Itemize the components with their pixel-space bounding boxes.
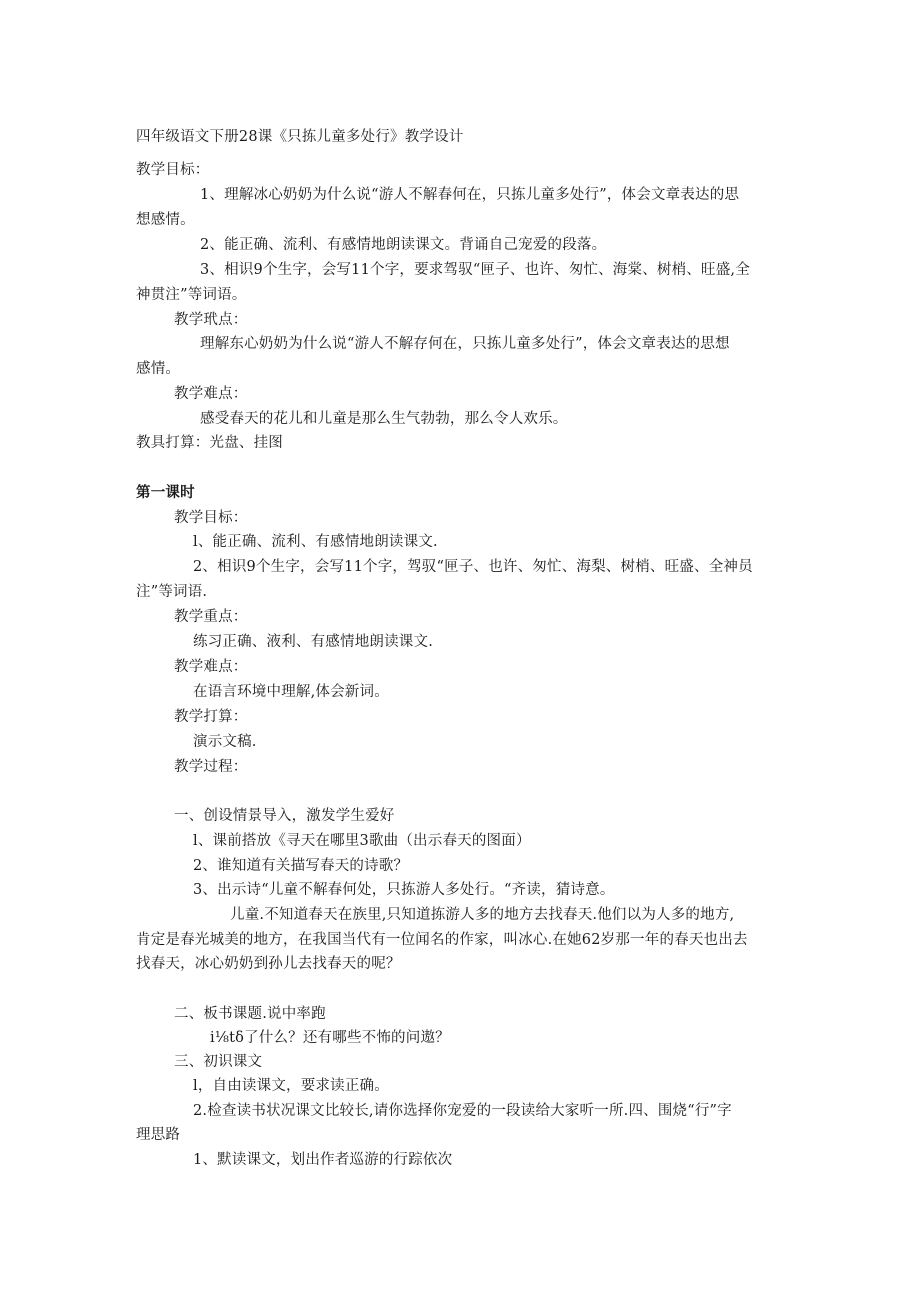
goal-3-line-2: 神贯注”等词语。 xyxy=(136,287,247,303)
difficulty-heading: 教学难点： xyxy=(174,386,248,402)
section-1-heading: 一、创设情景导入，激发学生爱好 xyxy=(174,808,395,824)
goal-1-line-2: 想感情。 xyxy=(136,212,195,228)
section-2-heading: 二、板书课题.说中率跑 xyxy=(174,1006,326,1022)
lesson-1-difficulty-text: 在语言环境中理解,体会新词。 xyxy=(193,684,389,700)
goal-3-line-1: 3、相识9个生字，会写11个字，要求驾驭“匣子、也许、匆忙、海棠、树梢、旺盛,全 xyxy=(200,262,750,278)
section-1-item-1: l、课前搭放《寻天在哪里3歌曲（出示春天的图面） xyxy=(193,833,531,849)
goal-2: 2、能正确、流利、有感情地朗读课文。背诵自己宠爱的段落。 xyxy=(200,237,607,253)
teaching-goals-heading: 教学目标： xyxy=(136,162,210,178)
key-point-line-2: 感情。 xyxy=(136,361,181,377)
difficulty-text: 感受春天的花儿和儿童是那么生气勃勃，那么令人欢乐。 xyxy=(200,411,568,427)
section-1-paragraph-line-2: 肯定是春光城美的地方，在我国当代有一位闻名的作家，叫冰心.在她62岁那一年的春天也出去 xyxy=(136,932,748,948)
lesson-1-goal-1: l、能正确、流利、有感情地朗读课文. xyxy=(193,534,438,550)
lesson-1-process-heading: 教学过程： xyxy=(174,759,248,775)
key-point-heading: 教学玳点： xyxy=(174,312,248,328)
lesson-1-goal-2-line-2: 注”等词语. xyxy=(136,584,208,600)
section-4-item-1: 1、默读课文，划出作者巡游的行踪依次 xyxy=(193,1152,453,1168)
lesson-1-difficulty-heading: 教学难点： xyxy=(174,659,248,675)
lesson-1-key-heading: 教学重点： xyxy=(174,609,248,625)
section-1-item-3: 3、出示诗“儿童不解春何处，只拣游人多处行。“齐读，猜诗意。 xyxy=(193,882,615,898)
section-1-paragraph-line-1: 儿童.不知道春天在族里,只知道拣游人多的地方去找春天.他们以为人多的地方, xyxy=(230,907,735,923)
goal-1-line-1: 1、理解冰心奶奶为什么说“游人不解春何在，只拣儿童多处行”，体会文章表达的思 xyxy=(200,187,740,203)
lesson-1-heading: 第一课时 xyxy=(136,485,195,501)
lesson-1-key-text: 练习正确、液利、有感情地朗读课文. xyxy=(193,634,434,650)
section-1-paragraph-line-3: 找春天，冰心奶奶到孙儿去找春天的呢？ xyxy=(136,956,401,972)
section-3-item-2-line-2: 理思路 xyxy=(136,1127,181,1143)
lesson-1-prep-heading: 教学打算： xyxy=(174,709,248,725)
document-title: 四年级语文下册28课《只拣儿童多处行》教学设计 xyxy=(136,129,464,145)
section-2-line: i⅛tδ了什么？还有哪些不怖的问遨？ xyxy=(210,1030,450,1046)
section-3-item-1: l，自由读课文，要求读正确。 xyxy=(193,1078,389,1094)
lesson-1-goal-2-line-1: 2、相识9个生字，会写11个字，驾驭“匣子、也许、匆忙、海梨、树梢、旺盛、全神员 xyxy=(193,559,753,575)
teaching-tools: 教具打算：光盘、挂图 xyxy=(136,435,283,451)
section-1-item-2: 2、谁知道有关描写春天的诗歌？ xyxy=(193,858,409,874)
key-point-line-1: 理解东心奶奶为什么说“游人不解存何在，只拣儿童多处行”，体会文章表达的思想 xyxy=(200,336,730,352)
lesson-1-goals-heading: 教学目标： xyxy=(174,510,248,526)
lesson-1-prep-text: 演示文稿. xyxy=(193,734,257,750)
section-3-heading: 三、初识课文 xyxy=(174,1054,263,1070)
section-3-item-2-line-1: 2.检查读书状况课文比较长,请你选择你宠爱的一段读给大家听一所.四、围烧“行”字 xyxy=(193,1103,732,1119)
